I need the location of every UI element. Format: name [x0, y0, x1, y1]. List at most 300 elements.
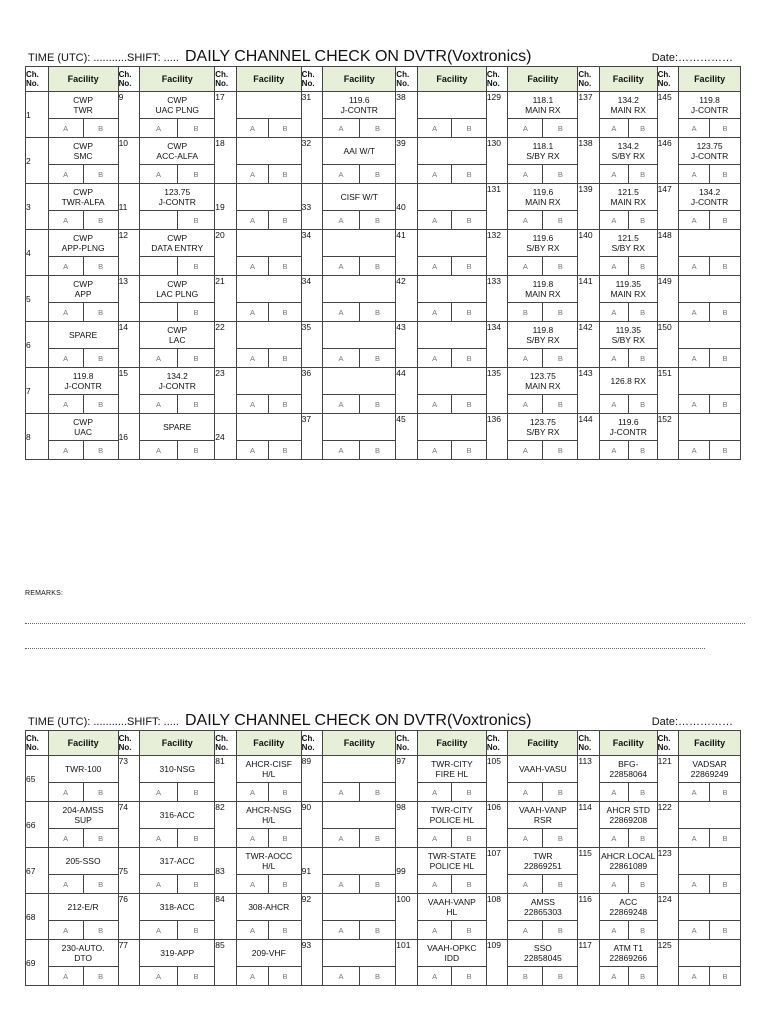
channel-number: 31 [301, 92, 323, 138]
remarks-line[interactable] [25, 624, 705, 649]
checkbox-b[interactable]: B [359, 349, 395, 367]
checkbox-a[interactable]: B [522, 307, 528, 317]
facility-name: VAAH-OPKC IDD [417, 940, 486, 967]
checkbox-a[interactable]: A [250, 353, 256, 363]
ab-check [140, 441, 215, 460]
channel-number: 37 [301, 414, 323, 460]
facility-name [417, 276, 486, 303]
facility-name: 119.35 S/BY RX [599, 322, 657, 349]
facility-name [236, 138, 301, 165]
checkbox-a[interactable]: A [522, 787, 528, 797]
checkbox-b[interactable]: B [177, 441, 214, 459]
facility-name: 119.6 S/BY RX [508, 230, 578, 257]
checkbox-a[interactable]: A [432, 971, 438, 981]
checkbox-b[interactable]: B [83, 829, 117, 847]
channel-number: 114 [578, 802, 600, 848]
checkbox-a[interactable]: A [250, 445, 256, 455]
checkbox-b[interactable]: B [543, 165, 577, 183]
facility-name: 230-AUTO. DTO [48, 940, 118, 967]
checkbox-a[interactable]: A [691, 787, 697, 797]
checkbox-b[interactable]: B [359, 875, 395, 893]
checkbox-a[interactable]: A [338, 787, 344, 797]
checkbox-a[interactable]: A [432, 787, 438, 797]
ab-check [236, 441, 301, 460]
facility-name [236, 276, 301, 303]
checkbox-a[interactable] [140, 211, 177, 229]
checkbox-b[interactable]: B [543, 257, 577, 275]
checkbox-a[interactable]: A [611, 971, 617, 981]
checkbox-a[interactable]: A [338, 169, 344, 179]
channel-number: 67 [26, 848, 49, 894]
checkbox-a[interactable]: A [250, 399, 256, 409]
checkbox-a[interactable]: A [250, 787, 256, 797]
facility-name: CWP TWR [48, 92, 118, 119]
checkbox-a[interactable]: A [338, 307, 344, 317]
facility-name: 205-SSO [48, 848, 118, 875]
facility-header: Facility [679, 67, 741, 92]
checkbox-b[interactable]: B [177, 211, 214, 229]
facility-name: 134.2 J-CONTR [140, 368, 215, 395]
ab-check [508, 875, 578, 894]
ab-check [508, 921, 578, 940]
checkbox-b[interactable]: B [452, 395, 486, 413]
checkbox-b[interactable]: B [628, 395, 656, 413]
checkbox-a[interactable]: A [611, 833, 617, 843]
checkbox-b[interactable]: B [359, 119, 395, 137]
checkbox-b[interactable]: B [359, 921, 395, 939]
checkbox-b[interactable]: B [543, 303, 577, 321]
checkbox-b[interactable]: B [543, 119, 577, 137]
channel-number: 82 [215, 802, 237, 848]
checkbox-b[interactable]: B [543, 211, 577, 229]
checkbox-b[interactable]: B [710, 349, 740, 367]
checkbox-a[interactable]: A [155, 833, 161, 843]
checkbox-a[interactable]: A [691, 925, 697, 935]
checkbox-a[interactable]: A [611, 399, 617, 409]
checkbox-a[interactable] [140, 257, 177, 275]
channel-number: 42 [396, 276, 418, 322]
checkbox-b[interactable]: B [628, 783, 656, 801]
ch-no-header: Ch. No. [578, 67, 600, 92]
channel-number: 2 [26, 138, 49, 184]
checkbox-a[interactable]: A [522, 925, 528, 935]
checkbox-b[interactable]: B [452, 967, 486, 985]
checkbox-b[interactable]: B [177, 349, 214, 367]
checkbox-b[interactable]: B [83, 783, 117, 801]
facility-name [236, 322, 301, 349]
checkbox-b[interactable]: B [359, 395, 395, 413]
checkbox-a[interactable]: A [155, 123, 161, 133]
checkbox-a[interactable]: A [63, 399, 69, 409]
ab-check [508, 783, 578, 802]
channel-number: 150 [657, 322, 679, 368]
checkbox-a[interactable]: A [432, 169, 438, 179]
checkbox-a[interactable]: A [250, 169, 256, 179]
checkbox-b[interactable]: B [710, 441, 740, 459]
checkbox-b[interactable]: B [269, 921, 301, 939]
ab-check [323, 829, 396, 848]
channel-number: 74 [118, 802, 140, 848]
facility-name: SPARE [48, 322, 118, 349]
checkbox-b[interactable]: B [710, 829, 740, 847]
checkbox-b[interactable]: B [710, 395, 740, 413]
checkbox-b[interactable]: B [628, 967, 656, 985]
checkbox-a[interactable]: A [432, 261, 438, 271]
checkbox-b[interactable]: B [628, 165, 656, 183]
checkbox-a[interactable]: A [691, 353, 697, 363]
checkbox-a[interactable]: A [432, 123, 438, 133]
checkbox-b[interactable]: B [269, 829, 301, 847]
checkbox-b[interactable]: B [83, 967, 117, 985]
checkbox-a[interactable]: A [522, 169, 528, 179]
checkbox-b[interactable]: B [452, 829, 486, 847]
checkbox-b[interactable]: B [543, 829, 577, 847]
ab-check [236, 967, 301, 986]
checkbox-a[interactable]: A [63, 925, 69, 935]
checkbox-a[interactable]: B [522, 971, 528, 981]
checkbox-a[interactable]: A [250, 307, 256, 317]
channel-number: 12 [118, 230, 140, 276]
checkbox-b[interactable]: B [628, 257, 656, 275]
checkbox-b[interactable]: B [83, 119, 117, 137]
checkbox-a[interactable]: A [250, 833, 256, 843]
ab-check [48, 395, 118, 414]
checkbox-a[interactable]: A [338, 123, 344, 133]
ab-check [323, 257, 396, 276]
checkbox-a[interactable]: A [63, 307, 69, 317]
checkbox-a[interactable]: A [691, 215, 697, 225]
checkbox-b[interactable]: B [269, 395, 301, 413]
ch-no-header: Ch. No. [486, 731, 508, 756]
checkbox-a[interactable]: A [155, 169, 161, 179]
checkbox-a[interactable]: A [611, 215, 617, 225]
checkbox-b[interactable]: B [177, 829, 214, 847]
ab-check [323, 165, 396, 184]
checkbox-a[interactable]: A [250, 261, 256, 271]
checkbox-b[interactable]: B [452, 303, 486, 321]
checkbox-a[interactable]: A [691, 399, 697, 409]
checkbox-a[interactable]: A [63, 353, 69, 363]
ab-check [599, 257, 657, 276]
facility-name [679, 276, 741, 303]
checkbox-a[interactable]: A [432, 925, 438, 935]
checkbox-a[interactable]: A [432, 307, 438, 317]
checkbox-b[interactable]: B [452, 783, 486, 801]
facility-row [26, 322, 741, 349]
checkbox-b[interactable]: B [628, 211, 656, 229]
checkbox-b[interactable]: B [543, 395, 577, 413]
checkbox-a[interactable]: A [432, 879, 438, 889]
ab-check [599, 829, 657, 848]
checkbox-b[interactable]: B [543, 875, 577, 893]
checkbox-a[interactable]: A [338, 215, 344, 225]
checkbox-b[interactable]: B [83, 921, 117, 939]
checkbox-a[interactable]: A [611, 123, 617, 133]
checkbox-a[interactable]: A [155, 787, 161, 797]
channel-number: 75 [118, 848, 140, 894]
facility-name [323, 848, 396, 875]
checkbox-b[interactable]: B [177, 783, 214, 801]
checkbox-b[interactable]: B [269, 441, 301, 459]
checkbox-b[interactable]: B [177, 303, 214, 321]
checkbox-a[interactable]: A [432, 215, 438, 225]
checkbox-b[interactable]: B [177, 875, 214, 893]
checkbox-a[interactable]: A [611, 445, 617, 455]
checkbox-a[interactable]: A [522, 445, 528, 455]
checkbox-a[interactable]: A [522, 833, 528, 843]
checkbox-b[interactable]: B [452, 921, 486, 939]
checkbox-b[interactable]: B [269, 875, 301, 893]
channel-number: 121 [657, 756, 679, 802]
checkbox-b[interactable]: B [628, 829, 656, 847]
facility-name: AMSS 22865303 [508, 894, 578, 921]
facility-name: 119.8 J-CONTR [679, 92, 741, 119]
ab-check [508, 967, 578, 986]
checkbox-b[interactable]: B [628, 349, 656, 367]
checkbox-b[interactable]: B [710, 783, 740, 801]
ch-no-header: Ch. No. [396, 731, 418, 756]
checkbox-b[interactable]: B [83, 257, 117, 275]
checkbox-b[interactable]: B [269, 967, 301, 985]
checkbox-a[interactable]: A [63, 215, 69, 225]
facility-header: Facility [599, 731, 657, 756]
checkbox-b[interactable]: B [710, 967, 740, 985]
checkbox-b[interactable]: B [452, 257, 486, 275]
checkbox-b[interactable]: B [177, 395, 214, 413]
checkbox-a[interactable]: A [691, 123, 697, 133]
checkbox-a[interactable]: A [522, 261, 528, 271]
checkbox-b[interactable]: B [359, 967, 395, 985]
facility-row [26, 184, 741, 211]
checkbox-a[interactable]: A [155, 925, 161, 935]
checkbox-b[interactable]: B [359, 441, 395, 459]
facility-header: Facility [140, 67, 215, 92]
checkbox-a[interactable]: A [432, 399, 438, 409]
checkbox-b[interactable]: B [543, 349, 577, 367]
checkbox-b[interactable]: B [628, 441, 656, 459]
facility-name: 123.75 MAIN RX [508, 368, 578, 395]
facility-name: 119.6 J-CONTR [323, 92, 396, 119]
checkbox-a[interactable]: A [155, 353, 161, 363]
checkbox-b[interactable]: B [628, 875, 656, 893]
checkbox-a[interactable]: A [338, 353, 344, 363]
checkbox-a[interactable]: A [338, 925, 344, 935]
checkbox-b[interactable]: B [710, 303, 740, 321]
checkbox-b[interactable]: B [359, 257, 395, 275]
checkbox-a[interactable]: A [611, 169, 617, 179]
channel-number: 39 [396, 138, 418, 184]
checkbox-b[interactable]: B [710, 875, 740, 893]
facility-name [323, 756, 396, 783]
ab-check [236, 303, 301, 322]
checkbox-a[interactable]: A [611, 925, 617, 935]
checkbox-a[interactable]: A [691, 833, 697, 843]
checkbox-a[interactable]: A [63, 123, 69, 133]
facility-name: AHCR LOCAL 22861089 [599, 848, 657, 875]
facility-header: Facility [417, 67, 486, 92]
checkbox-b[interactable]: B [628, 303, 656, 321]
checkbox-a[interactable]: A [691, 445, 697, 455]
checkbox-b[interactable]: B [177, 967, 214, 985]
checkbox-a[interactable]: A [432, 353, 438, 363]
checkbox-a[interactable]: A [63, 833, 69, 843]
channel-number: 90 [301, 802, 323, 848]
checkbox-a[interactable]: A [338, 399, 344, 409]
checkbox-a[interactable]: A [522, 399, 528, 409]
checkbox-b[interactable]: B [83, 395, 117, 413]
checkbox-a[interactable]: A [338, 971, 344, 981]
checkbox-a[interactable]: A [63, 879, 69, 889]
checkbox-b[interactable]: B [628, 921, 656, 939]
facility-name [236, 92, 301, 119]
checkbox-a[interactable] [140, 303, 177, 321]
checkbox-a[interactable]: A [432, 445, 438, 455]
checkbox-a[interactable]: A [155, 971, 161, 981]
checkbox-a[interactable]: A [250, 215, 256, 225]
ch-no-header: Ch. No. [396, 67, 418, 92]
checkbox-a[interactable]: A [432, 833, 438, 843]
channel-number: 146 [657, 138, 679, 184]
checkbox-a[interactable]: A [522, 215, 528, 225]
checkbox-b[interactable]: B [543, 783, 577, 801]
checkbox-b[interactable]: B [83, 349, 117, 367]
checkbox-a[interactable]: A [522, 123, 528, 133]
checkbox-a[interactable]: A [691, 169, 697, 179]
checkbox-b[interactable]: B [359, 165, 395, 183]
ch-no-header: Ch. No. [215, 67, 237, 92]
checkbox-b[interactable]: B [628, 119, 656, 137]
checkbox-a[interactable]: A [250, 123, 256, 133]
checkbox-b[interactable]: B [452, 349, 486, 367]
checkbox-a[interactable]: A [338, 445, 344, 455]
checkbox-b[interactable]: B [177, 921, 214, 939]
checkbox-a[interactable]: A [63, 261, 69, 271]
checkbox-a[interactable]: A [611, 261, 617, 271]
checkbox-b[interactable]: B [269, 349, 301, 367]
checkbox-a[interactable]: A [522, 353, 528, 363]
checkbox-a[interactable]: A [611, 787, 617, 797]
checkbox-b[interactable]: B [452, 165, 486, 183]
channel-number: 5 [26, 276, 49, 322]
checkbox-a[interactable]: A [338, 879, 344, 889]
checkbox-a[interactable]: A [63, 445, 69, 455]
checkbox-a[interactable]: A [155, 445, 161, 455]
checkbox-a[interactable]: A [250, 925, 256, 935]
ab-check [140, 211, 215, 230]
channel-number: 22 [215, 322, 237, 368]
ab-check [236, 211, 301, 230]
checkbox-a[interactable]: A [338, 833, 344, 843]
checkbox-b[interactable]: B [83, 441, 117, 459]
checkbox-b[interactable]: B [359, 783, 395, 801]
ab-check [679, 783, 741, 802]
facility-header: Facility [48, 731, 118, 756]
checkbox-b[interactable]: B [710, 165, 740, 183]
checkbox-a[interactable]: A [63, 971, 69, 981]
facility-name: ATM T1 22869266 [599, 940, 657, 967]
checkbox-b[interactable]: B [452, 119, 486, 137]
checkbox-b[interactable]: B [83, 165, 117, 183]
channel-number: 10 [118, 138, 140, 184]
checkbox-a[interactable]: A [522, 879, 528, 889]
facility-name [323, 230, 396, 257]
checkbox-b[interactable]: B [359, 829, 395, 847]
checkbox-a[interactable]: A [250, 971, 256, 981]
checkbox-b[interactable]: B [177, 119, 214, 137]
checkbox-b[interactable]: B [83, 875, 117, 893]
channel-number: 84 [215, 894, 237, 940]
facility-name: SPARE [140, 414, 215, 441]
checkbox-a[interactable]: A [691, 971, 697, 981]
checkbox-a[interactable]: A [155, 879, 161, 889]
ab-check [679, 303, 741, 322]
facility-header: Facility [508, 731, 578, 756]
checkbox-a[interactable]: A [611, 307, 617, 317]
remarks-line[interactable] [25, 597, 745, 624]
checkbox-b[interactable]: B [452, 211, 486, 229]
checkbox-b[interactable]: B [359, 211, 395, 229]
checkbox-b[interactable]: B [269, 783, 301, 801]
checkbox-b[interactable]: B [269, 165, 301, 183]
checkbox-b[interactable]: B [269, 257, 301, 275]
ab-check [236, 783, 301, 802]
checkbox-a[interactable]: A [63, 169, 69, 179]
checkbox-b[interactable]: B [83, 303, 117, 321]
sheet-title: DAILY CHANNEL CHECK ON DVTR(Voxtronics) [185, 712, 532, 729]
sheet-header [25, 711, 741, 730]
checkbox-a[interactable]: A [691, 261, 697, 271]
checkbox-b[interactable]: B [177, 165, 214, 183]
facility-row [26, 368, 741, 395]
checkbox-b[interactable]: B [710, 257, 740, 275]
facility-name: 123.75 S/BY RX [508, 414, 578, 441]
checkbox-a[interactable]: A [155, 399, 161, 409]
facility-row [26, 230, 741, 257]
checkbox-a[interactable]: A [611, 879, 617, 889]
checkbox-b[interactable]: B [710, 119, 740, 137]
facility-name: CWP DATA ENTRY [140, 230, 215, 257]
checkbox-a[interactable]: A [691, 879, 697, 889]
checkbox-b[interactable]: B [452, 441, 486, 459]
checkbox-b[interactable]: B [710, 211, 740, 229]
facility-name [417, 138, 486, 165]
ab-check [417, 119, 486, 138]
ab-check [679, 395, 741, 414]
checkbox-b[interactable]: B [710, 921, 740, 939]
ab-check [508, 211, 578, 230]
checkbox-a[interactable]: A [691, 307, 697, 317]
checkbox-b[interactable]: B [269, 303, 301, 321]
checkbox-b[interactable]: B [452, 875, 486, 893]
checkbox-a[interactable]: A [63, 787, 69, 797]
checkbox-b[interactable]: B [177, 257, 214, 275]
channel-number: 140 [578, 230, 600, 276]
checkbox-a[interactable]: A [338, 261, 344, 271]
checkbox-b[interactable]: B [83, 211, 117, 229]
ab-check [236, 921, 301, 940]
channel-number: 40 [396, 184, 418, 230]
checkbox-b[interactable]: B [543, 967, 577, 985]
checkbox-a[interactable]: A [250, 879, 256, 889]
checkbox-b[interactable]: B [543, 921, 577, 939]
checkbox-b[interactable]: B [543, 441, 577, 459]
checkbox-a[interactable]: A [611, 353, 617, 363]
channel-number: 109 [486, 940, 508, 986]
channel-number: 19 [215, 184, 237, 230]
checkbox-b[interactable]: B [359, 303, 395, 321]
checkbox-b[interactable]: B [269, 119, 301, 137]
checkbox-b[interactable]: B [269, 211, 301, 229]
